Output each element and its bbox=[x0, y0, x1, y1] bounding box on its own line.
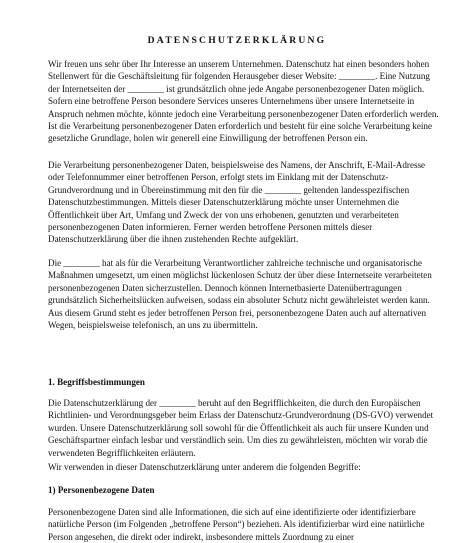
document-title: DATENSCHUTZERKLÄRUNG bbox=[147, 35, 327, 46]
intro-paragraph-2: Die Verarbeitung personenbezogener Daten, beispielsweise des Namens, der Anschrift, E-Mail-Adresse oder Telefonnummer einer betroffenen Person, erfolgt stets im Einklang mit der Datenschutz-Grundverordnung und in Übereinstimmung mit den für die ________ geltenden landesspezifischen Datenschutzbestimmungen. Mittels dieser Datenschutzerklärung möchte unser Unternehmen die Öffentlichkeit über Art, Umfang und Zweck der von uns erhobenen, genutzten und verarbeiteten personenbezogenen Daten informieren. Ferner werden betroffene Personen mittels dieser Datenschutzerklärung über die ihnen zustehenden Rechte aufgeklärt. bbox=[48, 160, 426, 245]
section-1-heading: 1. Begriffsbestimmungen bbox=[48, 377, 145, 387]
section-1-paragraph-2: Wir verwenden in dieser Datenschutzerklärung unter anderem die folgenden Begriffe: bbox=[48, 462, 361, 472]
section-1-paragraph-1: Die Datenschutzerklärung der ________ beruht auf den Begrifflichkeiten, die durch den Europäischen Richtlinien- und Verordnungsgeber beim Erlass der Datenschutz-Grundverordnung (DS-GVO) verwendet wurden. Unsere Datenschutzerklärung soll sowohl für die Öffentlichkeit als auch für unsere Kunden und Geschäftspartner einfach lesbar und verständlich sein. Um dies zu gewährleisten, möchten wir vorab die verwendeten Begrifflichkeiten erläutern. bbox=[48, 398, 434, 458]
subsection-1-heading: 1) Personenbezogene Daten bbox=[48, 485, 155, 495]
intro-paragraph-3: Die ________ hat als für die Verarbeitung Verantwortlicher zahlreiche technische und organisatorische Maßnahmen umgesetzt, um einen möglichst lückenlosen Schutz der über diese Internetseite verarbeiteten personenbezogenen Daten sicherzustellen. Dennoch können Internetbasierte Datenübertragungen grundsätzlich Sicherheitslücken aufweisen, sodass ein absoluter Schutz nicht gewährleistet werden kann. Aus diesem Grund steht es jeder betroffenen Person frei, personenbezogene Daten auch auf alternativen Wegen, beispielsweise telefonisch, an uns zu übermitteln. bbox=[48, 258, 432, 331]
subsection-1-paragraph: Personenbezogene Daten sind alle Informationen, die sich auf eine identifizierte oder identifizierbare natürliche Person (im Folgenden „betroffene Person“) beziehen. Als identifizierbar wird eine natürliche Person angesehen, die direkt oder indirekt, insbesondere mittels Zuordnung zu einer bbox=[48, 507, 425, 542]
intro-paragraph-1: Wir freuen uns sehr über Ihr Interesse an unserem Unternehmen. Datenschutz hat einen besonders hohen Stellenwert für die Geschäftsleitung für folgenden Herausgeber dieser Website: ________. Eine Nutzung der Internetseiten der ________ ist grundsätzlich ohne jede Angabe personenbezogener Daten möglich. Sofern eine betroffene Person besondere Services unseres Unternehmens über unsere Internetseite in Anspruch nehmen möchte, könnte jedoch eine Verarbeitung personenbezogener Daten erforderlich werden. Ist die Verarbeitung personenbezogener Daten erforderlich und besteht für eine solche Verarbeitung keine gesetzliche Grundlage, holen wir generell eine Einwilligung der betroffenen Person ein. bbox=[48, 59, 439, 144]
